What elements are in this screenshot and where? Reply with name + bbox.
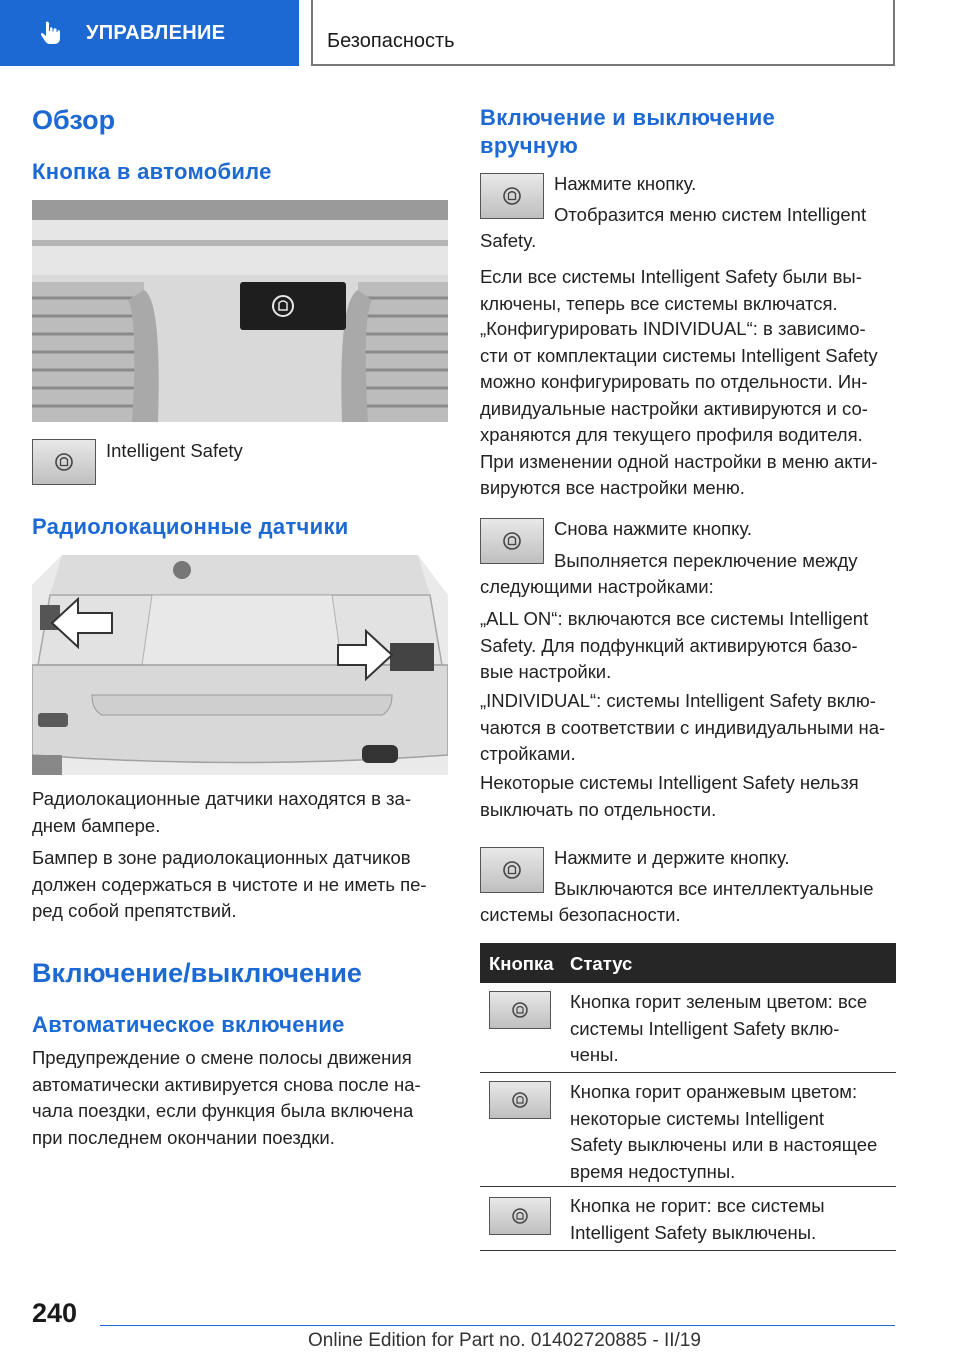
step2-paragraph-3: „INDIVIDUAL“: системы Intelligent Safety вклю- чаются в соответствии с индивидуальными на- стройками. [480,690,886,764]
step3-line2: Выключаются все интеллектуальные [554,878,874,899]
step2-paragraph-2: „ALL ON“: включаются все системы Intelligent Safety. Для подфункций активируются базо- вые настройки. [480,608,869,682]
table-col-status: Статус [570,953,633,974]
intelligent-safety-icon [503,860,521,880]
step1-button-icon [480,173,544,219]
step1-paragraph-3: „Конфигурировать INDIVIDUAL“: в зависимо- сти от комплектации системы Intelligent Safety можно конфигурировать по отдельности. Ин- дивидуальные настройки активируются и со- храняются для текущего профиля водителя. При изменении одной настройки в меню акти- вируются все настройки меню. [480,318,878,498]
intelligent-safety-icon [503,186,521,206]
step2-line1: Снова нажмите кнопку. [554,518,752,539]
on-off-title: Включение/выключение [32,958,362,988]
intelligent-safety-button-icon [32,439,96,485]
step3-continuation: системы безопасности. [480,904,681,925]
table-header [480,943,896,983]
intelligent-safety-icon [512,1091,528,1109]
right-air-vent [341,282,448,422]
header-topic-box [311,0,895,66]
button-status-table [480,943,896,1251]
button-in-car-heading: Кнопка в автомобиле [32,159,272,184]
table-row [480,1187,896,1251]
step2-button-icon [480,518,544,564]
header-topic-label: Безопасность [327,30,455,52]
button-label-text: Intelligent Safety [106,440,243,461]
hand-pointer-icon [38,20,64,46]
status-text: Кнопка не горит: все системы Intelligent Safety выключены. [570,1195,825,1243]
dashboard-safety-button [240,282,346,330]
step2-paragraph-4: Некоторые системы Intelligent Safety нельзя выключать по отдельности. [480,772,859,820]
status-button-icon [489,991,551,1029]
status-text: Кнопка горит оранжевым цветом: некоторые системы Intelligent Safety выключены или в настоящее время недоступны. [570,1081,878,1182]
table-col-button: Кнопка [489,953,554,974]
step2-line2: Выполняется переключение между [554,550,858,571]
status-text: Кнопка горит зеленым цветом: все системы Intelligent Safety вклю- чены. [570,991,868,1065]
intelligent-safety-icon [55,452,73,472]
step3-line1: Нажмите и держите кнопку. [554,847,790,868]
radar-paragraph-1: Радиолокационные датчики находятся в за- днем бампере. [32,788,411,836]
radar-sensors-heading: Радиолокационные датчики [32,514,349,539]
left-air-vent [32,282,159,422]
header-section-label: УПРАВЛЕНИЕ [86,21,226,44]
intelligent-safety-icon [503,531,521,551]
intelligent-safety-icon [512,1207,528,1225]
step2-continuation: следующими настройками: [480,576,714,597]
auto-on-paragraph: Предупреждение о смене полосы движения автоматически активируется снова после на- чала поездки, если функция была включена при последнем окончании поездки. [32,1047,421,1148]
status-button-icon [489,1081,551,1119]
rear-bumper-photo [32,555,448,775]
footer-edition: Online Edition for Part no. 01402720885 - II/19 [308,1330,701,1351]
footer-divider [100,1325,895,1326]
table-row [480,1073,896,1187]
intelligent-safety-icon [512,1001,528,1019]
overview-title: Обзор [32,105,116,135]
page-number: 240 [32,1298,78,1328]
dashboard-photo [32,200,448,422]
manual-on-off-heading: Включение и выключение вручную [480,105,776,158]
step1-paragraph-2: Если все системы Intelligent Safety были вы- ключены, теперь все системы включатся. [480,266,862,314]
table-row [480,983,896,1073]
step1-line1: Нажмите кнопку. [554,173,697,194]
step1-line2: Отобразится меню систем Intelligent [554,204,867,225]
header-section-tab [0,0,299,66]
radar-paragraph-2: Бампер в зоне радиолокационных датчиков должен содержаться в чистоте и не иметь пе- ред собой препятствий. [32,847,427,921]
step3-button-icon [480,847,544,893]
step1-continuation: Safety. [480,230,537,251]
status-button-icon [489,1197,551,1235]
auto-on-heading: Автоматическое включение [32,1012,345,1037]
